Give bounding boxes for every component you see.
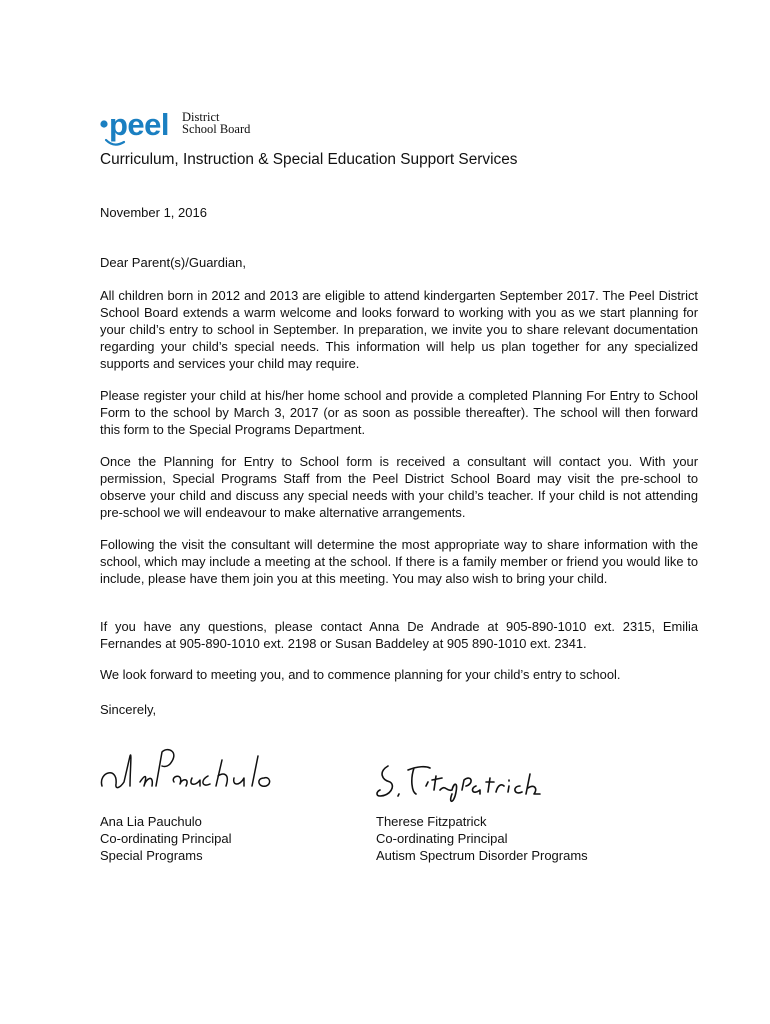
signatory-department: Special Programs [100,848,203,863]
body-paragraph: Once the Planning for Entry to School form is received a consultant will contact you. With your permission, Special Programs Staff from the Peel District School Board may visit the pre-school to observe your child and discuss any special needs with your child’s teacher. If your child is not attending pre-school we will endeavour to make alternative arrangements. [100,454,698,520]
signatory-title: Co-ordinating Principal [100,831,232,846]
logo-line-school-board: School Board [182,122,251,136]
logo-wordmark: peel [109,108,170,142]
body-paragraph: Please register your child at his/her home school and provide a completed Planning For Entry to School Form to the school by March 3, 2017 (or as soon as possible thereafter). The school will then forward this form to the Special Programs Department. [100,388,698,437]
peel-district-school-board-logo [100,108,280,154]
signatory-title: Co-ordinating Principal [376,831,508,846]
signature-fitzpatrick [374,756,544,806]
signatory-block-pauchulo [100,813,232,864]
signatory-name: Therese Fitzpatrick [376,814,487,829]
letter-date: November 1, 2016 [100,205,207,220]
letter-greeting: Dear Parent(s)/Guardian, [100,255,246,270]
signatory-department: Autism Spectrum Disorder Programs [376,848,588,863]
body-paragraph: All children born in 2012 and 2013 are eligible to attend kindergarten September 2017. The Peel District School Board extends a warm welcome and looks forward to working with you as we start planning for your child’s entry to school in September. In preparation, we invite you to share relevant documentation regarding your child’s special needs. This information will help us plan together for any specialized supports and services your child may require. [100,288,698,371]
letter-closing: Sincerely, [100,702,157,717]
signatory-name: Ana Lia Pauchulo [100,814,202,829]
body-paragraph: We look forward to meeting you, and to commence planning for your child’s entry to school. [100,667,621,682]
department-heading: Curriculum, Instruction & Special Education Support Services [100,151,518,168]
body-paragraph: If you have any questions, please contact Anna De Andrade at 905-890-1010 ext. 2315, Emilia Fernandes at 905-890-1010 ext. 2198 or Susan Baddeley at 905 890-1010 ext. 2341. [100,619,698,651]
logo-line-district: District [182,110,220,124]
signatory-block-fitzpatrick [376,813,588,864]
signature-pauchulo [96,742,276,802]
body-paragraph: Following the visit the consultant will determine the most appropriate way to share information with the school, which may include a meeting at the school. If there is a family member or friend you would like to include, please have them join you at this meeting. You may also wish to bring your child. [100,537,698,586]
